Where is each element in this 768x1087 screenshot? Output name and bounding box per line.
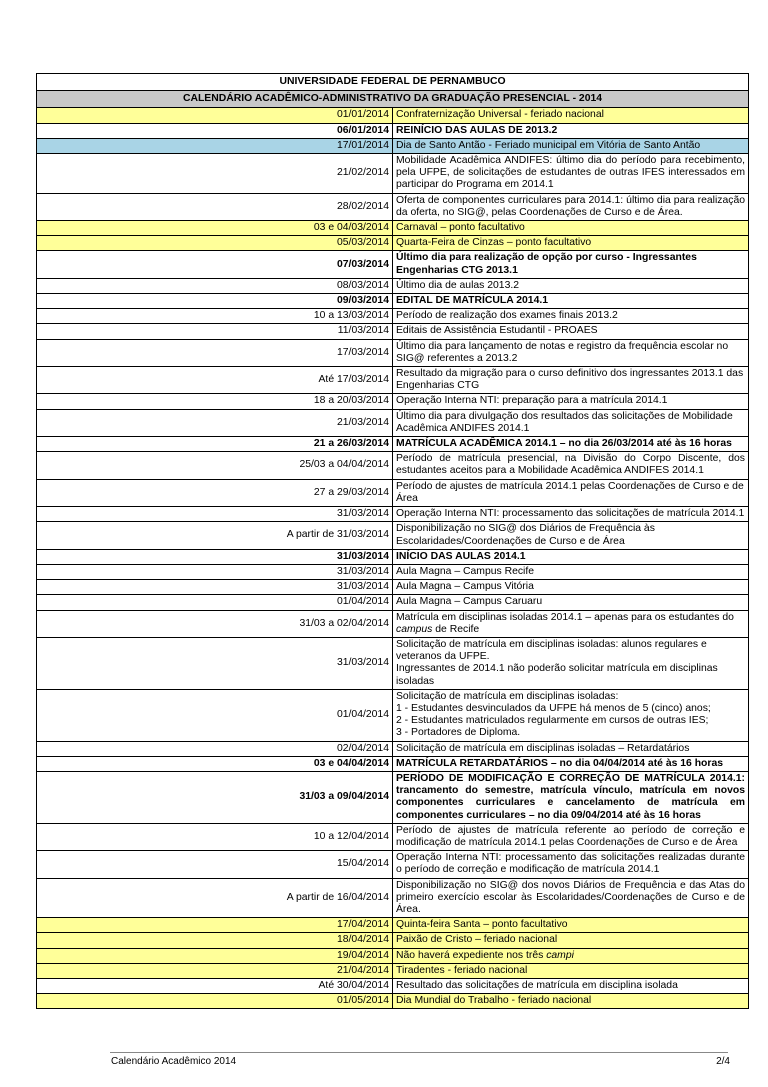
event-date: 03 e 04/04/2014 [37, 756, 393, 771]
calendar-row [37, 409, 749, 436]
event-description: Confraternização Universal - feriado nacional [393, 108, 749, 123]
calendar-row [37, 878, 749, 918]
calendar-row [37, 394, 749, 409]
event-description: Mobilidade Acadêmica ANDIFES: último dia do período para recebimento, pela UFPE, de solicitações de estudantes de outras IFES interessados em participar do Programa em 2014.1 [393, 154, 749, 194]
calendar-row [37, 756, 749, 771]
event-description: Período de ajustes de matrícula referente ao período de correção e modificação de matrícula 2014.1 pelas Coordenações de Curso e de Área [393, 823, 749, 850]
calendar-row [37, 933, 749, 948]
event-description: Editais de Assistência Estudantil - PROAES [393, 324, 749, 339]
calendar-row [37, 138, 749, 153]
event-description: MATRÍCULA ACADÊMICA 2014.1 – no dia 26/03/2014 até às 16 horas [393, 437, 749, 452]
event-date: 21 a 26/03/2014 [37, 437, 393, 452]
event-description: Não haverá expediente nos três campi [393, 948, 749, 963]
event-description: Resultado da migração para o curso definitivo dos ingressantes 2013.1 das Engenharias CTG [393, 367, 749, 394]
event-description: Tiradentes - feriado nacional [393, 963, 749, 978]
calendar-row [37, 979, 749, 994]
calendar-row [37, 741, 749, 756]
event-date: Até 17/03/2014 [37, 367, 393, 394]
event-description: Período de realização dos exames finais 2013.2 [393, 309, 749, 324]
calendar-row [37, 918, 749, 933]
event-description: Último dia para lançamento de notas e registro da frequência escolar no SIG@ referentes a 2013.2 [393, 339, 749, 366]
event-description: REINÍCIO DAS AULAS DE 2013.2 [393, 123, 749, 138]
calendar-row [37, 452, 749, 479]
event-date: 01/05/2014 [37, 994, 393, 1009]
event-date: Até 30/04/2014 [37, 979, 393, 994]
event-date: 27 a 29/03/2014 [37, 479, 393, 506]
calendar-row [37, 221, 749, 236]
event-date: 17/04/2014 [37, 918, 393, 933]
event-description: Disponibilização no SIG@ dos novos Diários de Frequência e das Atas do primeiro exercício escolar às Escolaridades/Coordenações de Curso e de Área. [393, 878, 749, 918]
event-date: 02/04/2014 [37, 741, 393, 756]
university-title: UNIVERSIDADE FEDERAL DE PERNAMBUCO [37, 74, 749, 91]
event-date: 06/01/2014 [37, 123, 393, 138]
calendar-row [37, 771, 749, 823]
calendar-row [37, 522, 749, 549]
calendar-row [37, 637, 749, 689]
calendar-row [37, 549, 749, 564]
event-date: 17/01/2014 [37, 138, 393, 153]
event-date: 31/03/2014 [37, 564, 393, 579]
event-date: 31/03/2014 [37, 507, 393, 522]
event-description: EDITAL DE MATRÍCULA 2014.1 [393, 294, 749, 309]
event-date: 09/03/2014 [37, 294, 393, 309]
calendar-row [37, 294, 749, 309]
event-date: 03 e 04/03/2014 [37, 221, 393, 236]
event-date: 31/03/2014 [37, 580, 393, 595]
table-header-row [37, 74, 749, 91]
event-date: A partir de 16/04/2014 [37, 878, 393, 918]
event-description: Resultado das solicitações de matrícula em disciplina isolada [393, 979, 749, 994]
footer-doc-title: Calendário Acadêmico 2014 [111, 1056, 237, 1067]
calendar-row [37, 851, 749, 878]
event-description: Matrícula em disciplinas isoladas 2014.1 – apenas para os estudantes do campus de Recife [393, 610, 749, 637]
calendar-row [37, 823, 749, 850]
event-description: Operação Interna NTI: processamento das solicitações de matrícula 2014.1 [393, 507, 749, 522]
event-description: Operação Interna NTI: processamento das solicitações realizadas durante o período de correção e modificação de matrícula 2014.1 [393, 851, 749, 878]
event-date: 18/04/2014 [37, 933, 393, 948]
calendar-table [36, 73, 749, 1009]
event-date: 31/03 a 02/04/2014 [37, 610, 393, 637]
event-date: 17/03/2014 [37, 339, 393, 366]
event-date: 19/04/2014 [37, 948, 393, 963]
event-description: Quinta-feira Santa – ponto facultativo [393, 918, 749, 933]
event-date: 10 a 13/03/2014 [37, 309, 393, 324]
calendar-row [37, 963, 749, 978]
footer-divider [110, 1052, 728, 1053]
calendar-row [37, 595, 749, 610]
event-description: Último dia para realização de opção por curso - Ingressantes Engenharias CTG 2013.1 [393, 251, 749, 278]
event-date: 01/01/2014 [37, 108, 393, 123]
calendar-row [37, 507, 749, 522]
event-description: Período de ajustes de matrícula 2014.1 pelas Coordenações de Curso e de Área [393, 479, 749, 506]
event-date: 18 a 20/03/2014 [37, 394, 393, 409]
calendar-row [37, 367, 749, 394]
calendar-row [37, 610, 749, 637]
event-description: Carnaval – ponto facultativo [393, 221, 749, 236]
event-description: Dia Mundial do Trabalho - feriado nacional [393, 994, 749, 1009]
event-date: A partir de 31/03/2014 [37, 522, 393, 549]
footer-page-number: 2/4 [716, 1056, 730, 1067]
calendar-row [37, 479, 749, 506]
calendar-row [37, 108, 749, 123]
event-date: 07/03/2014 [37, 251, 393, 278]
calendar-row [37, 309, 749, 324]
event-description: Solicitação de matrícula em disciplinas isoladas: alunos regulares e veteranos da UFPE. Ingressantes de 2014.1 não poderão solicitar matrícula em disciplinas isoladas [393, 637, 749, 689]
event-description: Operação Interna NTI: preparação para a matrícula 2014.1 [393, 394, 749, 409]
event-date: 08/03/2014 [37, 278, 393, 293]
event-date: 15/04/2014 [37, 851, 393, 878]
event-date: 25/03 a 04/04/2014 [37, 452, 393, 479]
event-description: Último dia para divulgação dos resultados das solicitações de Mobilidade Acadêmica ANDIFES 2014.1 [393, 409, 749, 436]
event-description: INÍCIO DAS AULAS 2014.1 [393, 549, 749, 564]
event-date: 21/03/2014 [37, 409, 393, 436]
calendar-row [37, 564, 749, 579]
calendar-row [37, 193, 749, 220]
calendar-row [37, 948, 749, 963]
event-description: Paixão de Cristo – feriado nacional [393, 933, 749, 948]
event-description: Dia de Santo Antão - Feriado municipal em Vitória de Santo Antão [393, 138, 749, 153]
event-description: Disponibilização no SIG@ dos Diários de Frequência às Escolaridades/Coordenações de Curso e de Área [393, 522, 749, 549]
event-description: Solicitação de matrícula em disciplinas isoladas – Retardatários [393, 741, 749, 756]
event-date: 01/04/2014 [37, 595, 393, 610]
event-description: Quarta-Feira de Cinzas – ponto facultativo [393, 236, 749, 251]
event-date: 31/03/2014 [37, 637, 393, 689]
event-date: 11/03/2014 [37, 324, 393, 339]
calendar-row [37, 278, 749, 293]
event-date: 21/04/2014 [37, 963, 393, 978]
event-date: 05/03/2014 [37, 236, 393, 251]
event-date: 28/02/2014 [37, 193, 393, 220]
event-description: Aula Magna – Campus Recife [393, 564, 749, 579]
event-date: 01/04/2014 [37, 689, 393, 741]
event-description: Aula Magna – Campus Caruaru [393, 595, 749, 610]
calendar-row [37, 689, 749, 741]
calendar-row [37, 123, 749, 138]
event-description: MATRÍCULA RETARDATÁRIOS – no dia 04/04/2014 até às 16 horas [393, 756, 749, 771]
calendar-row [37, 994, 749, 1009]
event-description: PERÍODO DE MODIFICAÇÃO E CORREÇÃO DE MATRÍCULA 2014.1: trancamento do semestre, matrícula vínculo, matrícula em novos componentes curriculares e cancelamento de matrícula em componentes curriculares – no dia 09/04/2014 até às 16 horas [393, 771, 749, 823]
calendar-row [37, 580, 749, 595]
event-date: 21/02/2014 [37, 154, 393, 194]
calendar-row [37, 251, 749, 278]
calendar-row [37, 339, 749, 366]
table-subheader-row [37, 91, 749, 108]
event-description: Solicitação de matrícula em disciplinas isoladas: 1 - Estudantes desvinculados da UFPE há menos de 5 (cinco) anos; 2 - Estudantes matriculados regularmente em cursos de outras IES; 3 - Portadores de Diploma. [393, 689, 749, 741]
event-description: Oferta de componentes curriculares para 2014.1: último dia para realização da oferta, no SIG@, pelas Coordenações de Curso e de Área. [393, 193, 749, 220]
calendar-row [37, 154, 749, 194]
event-date: 31/03/2014 [37, 549, 393, 564]
calendar-title: CALENDÁRIO ACADÊMICO-ADMINISTRATIVO DA GRADUAÇÃO PRESENCIAL - 2014 [37, 91, 749, 108]
calendar-row [37, 324, 749, 339]
calendar-row [37, 236, 749, 251]
event-description: Último dia de aulas 2013.2 [393, 278, 749, 293]
event-date: 31/03 a 09/04/2014 [37, 771, 393, 823]
calendar-row [37, 437, 749, 452]
event-description: Aula Magna – Campus Vitória [393, 580, 749, 595]
event-description: Período de matrícula presencial, na Divisão do Corpo Discente, dos estudantes aceitos para a Mobilidade Acadêmica ANDIFES 2014.1 [393, 452, 749, 479]
event-date: 10 a 12/04/2014 [37, 823, 393, 850]
